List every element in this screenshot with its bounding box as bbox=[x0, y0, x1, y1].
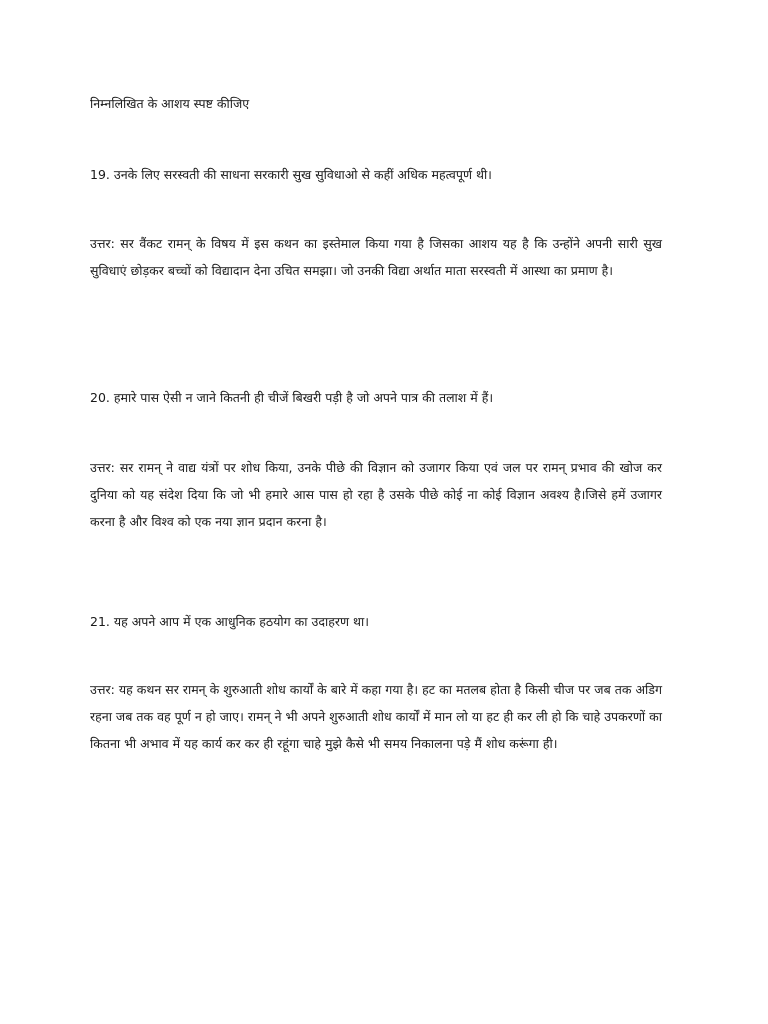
question-20: 20. हमारे पास ऐसी न जाने कितनी ही चीजें बिखरी पड़ी है जो अपने पात्र की तलाश में हैं। bbox=[90, 390, 494, 405]
question-19: 19. उनके लिए सरस्वती की साधना सरकारी सुख सुविधाओ से कहीं अधिक महत्वपूर्ण थी। bbox=[90, 167, 492, 182]
answer-21: उत्तर: यह कथन सर रामन् के शुरुआती शोध कार्यों के बारे में कहा गया है। हट का मतलब होता है किसी चीज पर जब तक अडिग रहना जब तक वह पूर्ण न हो जाए। रामन् ने भी अपने शुरुआती शोध कार्यों में मान लो या हट ही कर ली हो कि चाहे उपकरणों का कितना भी अभाव में यह कार्य कर कर ही रहूंगा चाहे मुझे कैसे भी समय निकालना पड़े मैं शोध करूंगा ही। bbox=[90, 682, 662, 751]
page-heading: निम्नलिखित के आशय स्पष्ट कीजिए bbox=[90, 96, 250, 111]
answer-20: उत्तर: सर रामन् ने वाद्य यंत्रों पर शोध किया, उनके पीछे की विज्ञान को उजागर किया एवं जल पर रामन् प्रभाव की खोज कर दुनिया को यह संदेश दिया कि जो भी हमारे आस पास हो रहा है उसके पीछे कोई ना कोई विज्ञान अवश्य है।जिसे हमें उजागर करना है और विश्व को एक नया ज्ञान प्रदान करना है। bbox=[90, 460, 662, 529]
answer-19: उत्तर: सर वैंकट रामन् के विषय में इस कथन का इस्तेमाल किया गया है जिसका आशय यह है कि उन्होंने अपनी सारी सुख सुविधाएं छोड़कर बच्चों को विद्यादान देना उचित समझा। जो उनकी विद्या अर्थात माता सरस्वती में आस्था का प्रमाण है। bbox=[90, 236, 662, 278]
question-21: 21. यह अपने आप में एक आधुनिक हठयोग का उदाहरण था। bbox=[90, 614, 369, 629]
